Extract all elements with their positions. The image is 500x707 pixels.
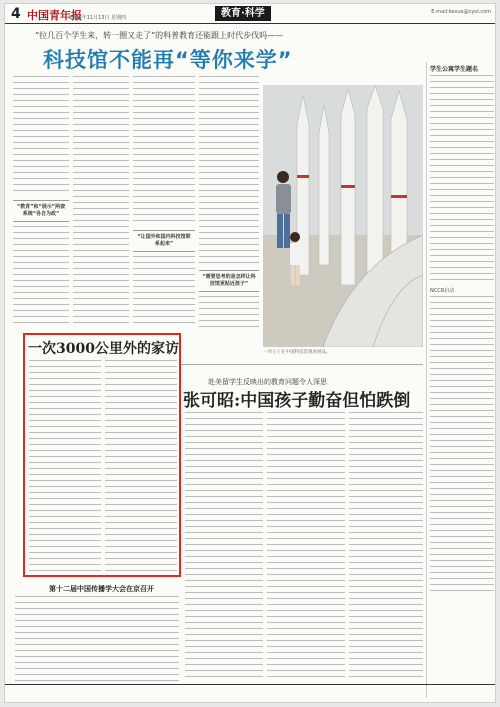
body-text xyxy=(349,412,423,682)
pull-quote: “让国外和国内科技馆联系起来” xyxy=(133,230,195,252)
lead-column-2 xyxy=(73,76,129,328)
bottom-article-title: 第十二届中国传播学大会在京召开 xyxy=(49,585,154,593)
lead-kicker: “拉几百个学生来，转一圈又走了”的科普教育还能跟上时代步伐吗—— xyxy=(35,31,284,40)
lead-column-4 xyxy=(199,76,259,328)
divider xyxy=(181,364,423,365)
body-text xyxy=(13,76,69,196)
page-number: 4 xyxy=(11,6,21,22)
section-email: E-mail:kexue@cyol.com xyxy=(431,9,491,15)
feature-title: 张可昭:中国孩子勤奋但怕跌倒 xyxy=(183,391,411,411)
body-text xyxy=(133,76,195,226)
body-text xyxy=(133,256,195,326)
section-label: 教育·科学 xyxy=(215,6,271,21)
photo-caption: 一对父子在中国科技馆观看展品。 xyxy=(263,350,331,355)
boxed-column-1 xyxy=(29,360,101,572)
lead-column-1 xyxy=(13,76,69,328)
issue-date: 2014年11月13日 星期四 xyxy=(69,15,127,21)
body-text xyxy=(199,296,259,328)
body-text xyxy=(73,76,129,328)
newspaper-page xyxy=(4,3,496,703)
sidebar-subtitle: NCCR启动 xyxy=(430,288,455,294)
feature-column-2 xyxy=(267,412,345,682)
body-text xyxy=(105,360,177,572)
bottom-article-body xyxy=(15,596,179,682)
lead-headline: 科技馆不能再“等你来学” xyxy=(43,48,293,72)
lead-column-3 xyxy=(133,76,195,328)
sidebar-text xyxy=(430,296,494,596)
body-text xyxy=(185,412,263,682)
right-sidebar xyxy=(426,62,494,698)
page-footer xyxy=(5,684,496,702)
feature-kicker: 赴美留学生反映出的教育问题令人深思 xyxy=(208,378,327,386)
body-text xyxy=(29,360,101,572)
body-text xyxy=(199,76,259,266)
sidebar-title: 学生公寓学生题名 xyxy=(430,66,479,73)
feature-column-1 xyxy=(185,412,263,682)
pull-quote: “需要思考的是怎样让科技馆更贴近孩子” xyxy=(199,270,259,292)
sidebar-text xyxy=(430,75,494,285)
rocket-models-illustration xyxy=(263,85,423,347)
boxed-column-2 xyxy=(105,360,177,572)
masthead xyxy=(5,4,496,24)
body-text xyxy=(267,412,345,682)
body-text xyxy=(13,226,69,326)
body-text xyxy=(15,596,179,682)
boxed-article-title: 一次3000公里外的家访 xyxy=(28,341,179,357)
feature-column-3 xyxy=(349,412,423,682)
pull-quote: “教育”和“展示”两套系统“各自为政” xyxy=(13,200,69,222)
lead-photo xyxy=(263,85,423,347)
paper-logo: 中国青年报 xyxy=(27,9,82,22)
